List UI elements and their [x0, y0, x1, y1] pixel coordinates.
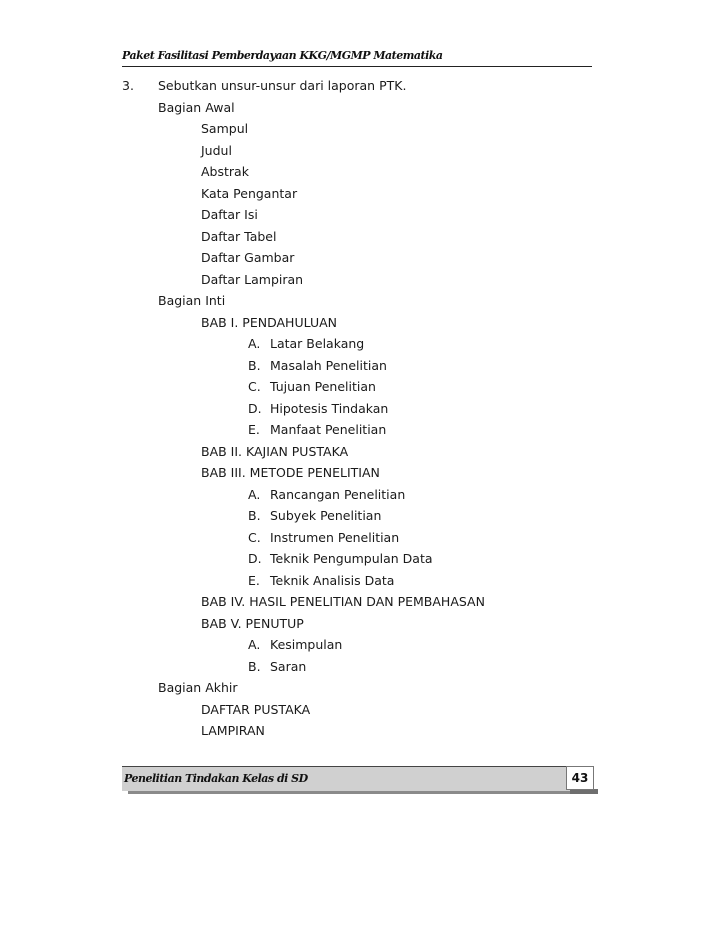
- list-item: Sampul: [201, 121, 249, 136]
- sub-item: [248, 379, 376, 395]
- page-number: 43: [566, 766, 594, 790]
- sub-item-text: Hipotesis Tindakan: [270, 401, 389, 416]
- sub-item-marker: B.: [248, 659, 261, 674]
- sub-item-text: Manfaat Penelitian: [270, 422, 387, 437]
- sub-item-marker: D.: [248, 401, 262, 416]
- section-title-akhir: Bagian Akhir: [158, 680, 238, 695]
- sub-item-marker: E.: [248, 573, 260, 588]
- sub-item-text: Teknik Pengumpulan Data: [270, 551, 433, 566]
- sub-item-text: Masalah Penelitian: [270, 358, 387, 373]
- sub-item-marker: C.: [248, 379, 261, 394]
- chapter-title: BAB II. KAJIAN PUSTAKA: [201, 444, 349, 459]
- sub-item-text: Kesimpulan: [270, 637, 343, 652]
- sub-item: [248, 401, 388, 417]
- sub-item-marker: E.: [248, 422, 260, 437]
- sub-item: [248, 637, 342, 653]
- sub-item-text: Latar Belakang: [270, 336, 365, 351]
- list-item: Judul: [201, 143, 232, 158]
- list-item: Daftar Tabel: [201, 229, 277, 244]
- chapter-title: BAB I. PENDAHULUAN: [201, 315, 337, 330]
- chapter-title: BAB IV. HASIL PENELITIAN DAN PEMBAHASAN: [201, 594, 485, 609]
- list-item: DAFTAR PUSTAKA: [201, 702, 311, 717]
- sub-item: [248, 551, 433, 567]
- chapter-title: BAB V. PENUTUP: [201, 616, 304, 631]
- sub-item: [248, 358, 387, 374]
- sub-item-text: Tujuan Penelitian: [270, 379, 376, 394]
- sub-item-marker: A.: [248, 487, 261, 502]
- sub-item-text: Instrumen Penelitian: [270, 530, 400, 545]
- section-title-inti: Bagian Inti: [158, 293, 226, 308]
- sub-item-marker: D.: [248, 551, 262, 566]
- sub-item-marker: A.: [248, 336, 261, 351]
- question: [122, 78, 406, 94]
- sub-item-marker: C.: [248, 530, 261, 545]
- running-footer: Penelitian Tindakan Kelas di SD: [124, 772, 308, 785]
- list-item: Kata Pengantar: [201, 186, 298, 201]
- list-item: Daftar Gambar: [201, 250, 295, 265]
- sub-item-text: Subyek Penelitian: [270, 508, 382, 523]
- list-item: Daftar Lampiran: [201, 272, 304, 287]
- list-item: Daftar Isi: [201, 207, 258, 222]
- sub-item: [248, 336, 364, 352]
- sub-item-marker: B.: [248, 508, 261, 523]
- list-item: Abstrak: [201, 164, 249, 179]
- sub-item-text: Teknik Analisis Data: [270, 573, 395, 588]
- question-text: Sebutkan unsur-unsur dari laporan PTK.: [158, 78, 407, 93]
- sub-item-marker: B.: [248, 358, 261, 373]
- section-title-awal: Bagian Awal: [158, 100, 235, 115]
- sub-item: [248, 573, 394, 589]
- sub-item-text: Rancangan Penelitian: [270, 487, 406, 502]
- sub-item: [248, 422, 386, 438]
- list-item: LAMPIRAN: [201, 723, 265, 738]
- sub-item: [248, 659, 306, 675]
- running-header: Paket Fasilitasi Pemberdayaan KKG/MGMP Matematika: [122, 49, 443, 62]
- sub-item-marker: A.: [248, 637, 261, 652]
- sub-item: [248, 530, 399, 546]
- sub-item: [248, 487, 405, 503]
- sub-item: [248, 508, 381, 524]
- sub-item-text: Saran: [270, 659, 307, 674]
- header-rule: [122, 66, 592, 67]
- question-number: 3.: [122, 78, 134, 93]
- chapter-title: BAB III. METODE PENELITIAN: [201, 465, 380, 480]
